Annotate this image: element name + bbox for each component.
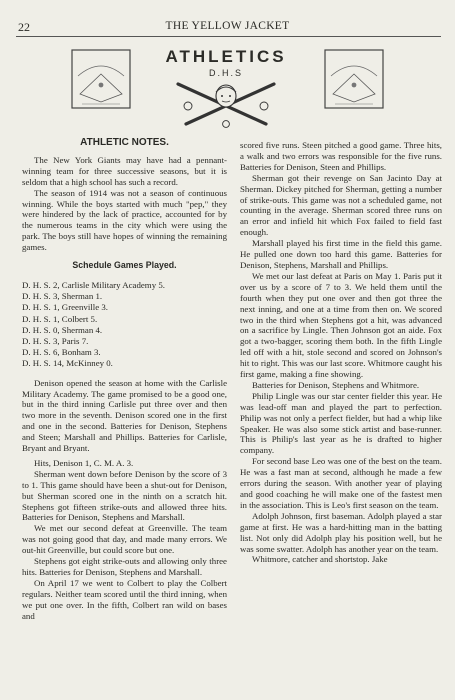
game-result: D. H. S. 0, Sherman 4. bbox=[22, 324, 103, 335]
left-column bbox=[22, 138, 227, 622]
paragraph: On April 17 we went to Colbert to play the Colbert regulars. Neither team scored until the third inning, when we put one over. In the fifth, Colbert ran wild on bases and bbox=[22, 577, 227, 621]
paragraph: Marshall played his first time in the field this game. He pulled one down too hard this game. Batteries for Denison, Stephens, Marshall and Phillips. bbox=[240, 238, 442, 270]
schedule-heading: Schedule Games Played. bbox=[72, 260, 177, 271]
paragraph: Stephens got eight strike-outs and allowing only three hits. Batteries for Denison, Stephens and Marshall. bbox=[22, 556, 227, 577]
left-field-illustration bbox=[72, 50, 130, 108]
paragraph: The New York Giants may have had a pennant-winning team for three successive seasons, but it is seldom that a high school has such a record. bbox=[22, 154, 227, 187]
baseball-icon bbox=[184, 102, 192, 110]
paragraph: Adolph Johnson, first baseman. Adolph played a star game at first. He was a hard-hitting man in the batting list. Not only did Adolph play his position well, but he was some swatter. Adolph has another year on the team. bbox=[240, 510, 442, 554]
game-result: D. H. S. 14, McKinney 0. bbox=[22, 358, 113, 369]
game-result: D. H. S. 1, Greenville 3. bbox=[22, 302, 108, 313]
game-result: D. H. S. 6, Bonham 3. bbox=[22, 347, 101, 358]
games-list bbox=[22, 280, 227, 370]
player-face-icon bbox=[216, 85, 236, 107]
game-result: D. H. S. 3, Sherman 1. bbox=[22, 291, 103, 302]
baseball-icon bbox=[223, 121, 230, 128]
paragraph: We met our second defeat at Greenville. The team was not going good that day, and made many errors. We out-hit Greenville, but could score but one. bbox=[22, 523, 227, 556]
right-field-illustration bbox=[325, 50, 383, 108]
paragraph: Hits, Denison 1, C. M. A. 3. bbox=[34, 457, 134, 468]
article-title: ATHLETIC NOTES. bbox=[80, 137, 169, 148]
running-title: THE YELLOW JACKET bbox=[165, 20, 290, 32]
game-result: D. H. S. 2, Carlisle Military Academy 5. bbox=[22, 279, 165, 290]
baseball-icon bbox=[260, 102, 268, 110]
paragraph: Sherman went down before Denison by the score of 3 to 1. This game should have been a shut-out for Denison, but Sherman scored one in the ninth on a scratch hit. Stephens got fifteen strike-outs and allowed three hits. Batteries for Denison, Stephens and Marshall. bbox=[22, 468, 227, 523]
paragraph: We met our last defeat at Paris on May 1. Paris put it over us by a score of 7 to 3. We held them until the fourth when they put one over and then got three the next inning, and one at a time from then on. We scored two in the third when Stephens got a hit, was advanced on a sacrifice by Lingle. Then Johnson got an aide. Fox got a two-bagger, scoring them both. In the fifth Lingle led off with a hit, stole second and scored on Johnson's hit to right. This was our last score. Whitmore caught his first game, making a fine showing. bbox=[240, 270, 442, 380]
page-number: 22 bbox=[18, 20, 30, 34]
header-rule bbox=[16, 36, 441, 37]
banner-title: ATHLETICS bbox=[165, 47, 287, 66]
athletics-banner bbox=[70, 44, 385, 128]
paragraph: For second base Leo was one of the best on the team. He was a fast man at second, although he made a few errors during the season. With another year of playing and good coaching he will make one of the fastest men in the association. This is Leo's first season on the team. bbox=[240, 456, 442, 510]
banner-subtitle: D.H.S bbox=[208, 68, 244, 78]
paragraph: Whitmore, catcher and shortstop. Jake bbox=[252, 554, 388, 565]
paragraph: Sherman got their revenge on San Jacinto Day at Sherman. Dickey pitched for Sherman, getting a number of strike-outs. This game was not a scheduled game, not counting in the average. Sherman scored three runs on an error and infield hit which Fox failed to field fast enough. bbox=[240, 172, 442, 238]
game-result: D. H. S. 1, Colbert 5. bbox=[22, 313, 98, 324]
paragraph: Philip Lingle was our star center fielder this year. He was lead-off man and played the part to perfection. Philip was not only a perfect fielder, but had a whip like Speaker. He was also some stick artist and base-runner. This is Philip's last year as he is drafted to higher company. bbox=[240, 390, 442, 456]
right-column bbox=[240, 140, 442, 565]
paragraph: The season of 1914 was not a season of continuous winning. While the boys started with much "pep," they were hindered by the lack of practice, accounted for by the numerous teams in the city which were using the park. The boys still have hopes of winning the remaining games. bbox=[22, 187, 227, 253]
paragraph: Batteries for Denison, Stephens and Whitmore. bbox=[252, 379, 420, 390]
paragraph: Denison opened the season at home with the Carlisle Military Academy. The game promised to be a good one, but in the third inning Carlisle put three over and then two more in the seventh. Denison scored one in the first and one in the second. Batteries for Denison, Stephens and Steen; Marshall and Phillips. Batteries for Carlisle, Bryant and Bryant. bbox=[22, 377, 227, 454]
game-result: D. H. S. 3, Paris 7. bbox=[22, 335, 89, 346]
paragraph: scored five runs. Steen pitched a good game. Three hits, a walk and two errors was responsible for the five runs. Batteries for Denison, Steen and Phillips. bbox=[240, 140, 442, 172]
